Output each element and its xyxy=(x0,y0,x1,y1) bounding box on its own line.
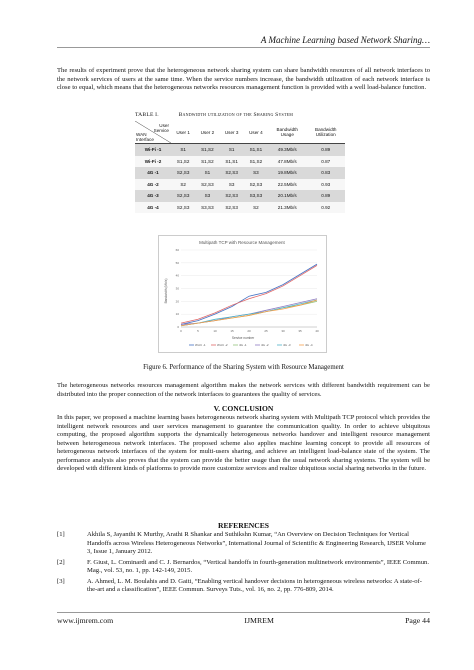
x-tick-label: 20 xyxy=(247,329,251,333)
table-cell: 22.5Mb/s xyxy=(268,179,306,191)
series-line xyxy=(181,300,317,326)
column-header: Bandwidth Usage xyxy=(268,121,306,144)
table-cell: 21.3Mb/s xyxy=(268,202,306,214)
bandwidth-line-chart xyxy=(158,235,327,353)
legend-label: 4G -4 xyxy=(305,343,313,348)
column-header: User 1 xyxy=(171,121,195,144)
table-cell: S2,S3 xyxy=(171,167,195,179)
row-label: Wi-Fi -2 xyxy=(135,156,171,168)
table-cell: S2,S3 xyxy=(195,179,219,191)
bandwidth-table xyxy=(135,121,345,213)
table-cell: 0.89 xyxy=(306,144,345,156)
legend-label: 4G -3 xyxy=(283,343,291,348)
reference-number: [1] xyxy=(57,531,65,538)
y-tick-label: 10 xyxy=(175,312,179,317)
section-heading-conclusion: V. CONCLUSION xyxy=(213,404,274,413)
table-row xyxy=(135,179,345,191)
table-cell: 0.92 xyxy=(306,202,345,214)
page-footer xyxy=(57,612,430,625)
table-cell: 20.1Mb/s xyxy=(268,190,306,202)
series-line xyxy=(181,300,317,326)
legend-label: 4G -1 xyxy=(239,343,247,348)
x-tick-label: 30 xyxy=(281,329,285,333)
table-cell: S1 xyxy=(171,144,195,156)
x-tick-label: 10 xyxy=(213,329,217,333)
legend-label: 4G -2 xyxy=(261,343,269,348)
column-header: User 2 xyxy=(195,121,219,144)
row-label: 4G -3 xyxy=(135,190,171,202)
series-line xyxy=(181,299,317,325)
table-row xyxy=(135,167,345,179)
x-axis-label: Service number xyxy=(231,336,255,340)
intro-paragraph: The results of experiment prove that the heterogeneous network sharing system can share bandwidth resources of all network interfaces to the network services of users at the same time. When the service numbers increase, the bandwidth utilization of each network interface is close to equal, which means that the heterogeneous networks resources management function is provided with a well load-balance function. xyxy=(57,67,430,91)
table-cell: S1,S2 xyxy=(195,144,219,156)
table-cell: S1,S2 xyxy=(195,156,219,168)
table-cell: S2 xyxy=(244,202,268,214)
table-cell: S1 xyxy=(195,167,219,179)
table-cell: S1,S2 xyxy=(171,156,195,168)
legend-label: Wi-Fi -1 xyxy=(195,343,206,348)
y-tick-label: 20 xyxy=(175,299,179,304)
table-cell: S3 xyxy=(244,167,268,179)
table-row xyxy=(135,190,345,202)
corner-bottom-label: WAN Interface xyxy=(136,132,154,142)
corner-top-label: User Service xyxy=(153,123,169,133)
table-cell: 0.93 xyxy=(306,179,345,191)
table-cell: S3 xyxy=(195,190,219,202)
table-title: Bandwidth utilization of the Sharing System xyxy=(178,112,294,118)
reference-list xyxy=(57,531,430,597)
row-label: 4G -2 xyxy=(135,179,171,191)
table-row xyxy=(135,144,345,156)
column-header: User 3 xyxy=(220,121,244,144)
table-corner-header xyxy=(135,121,171,144)
table-cell: S2,S3 xyxy=(171,202,195,214)
table-cell: 0.83 xyxy=(306,167,345,179)
y-axis-label: Bandwidth (Mb/s) xyxy=(164,278,168,304)
row-label: Wi-Fi -1 xyxy=(135,144,171,156)
table-cell: 0.87 xyxy=(306,156,345,168)
footer-website: www.ijmrem.com xyxy=(57,616,114,625)
table-cell: S2,S3 xyxy=(220,190,244,202)
table-cell: S2,S3 xyxy=(171,190,195,202)
reference-item xyxy=(57,531,430,557)
reference-text: A. Ahmed, L. M. Boulahis and D. Gaiti, “Enabling vertical handover decisions in heterogeneous wireless networks: A state-of-the-art and a classification”, IEEE Commun. Surveys Tuts., vol. 16, no. 2, pp. 776-809, 2014. xyxy=(87,577,422,593)
reference-item xyxy=(57,559,430,576)
table-cell: S3,S3 xyxy=(195,202,219,214)
table-row xyxy=(135,156,345,168)
table-cell: 19.8Mb/s xyxy=(268,167,306,179)
discussion-paragraph: The heterogeneous networks resources management algorithm makes the network services with different bandwidth requirement can be distributed into the proper connection of the network interfaces to guarantees the quality of services. xyxy=(57,382,430,398)
table-cell: 0.89 xyxy=(306,190,345,202)
table-cell: S2,S3 xyxy=(244,179,268,191)
x-tick-label: 40 xyxy=(315,329,319,333)
conclusion-paragraph: In this paper, we proposed a machine learning bases heterogeneous network sharing system with Multipath TCP protocol which provides the intelligent network resources and user services management to guarantee the communication quality. In order to achieve ubiquitous computing, the proposed algorithm supports the dynamically heterogeneous networks handover and intelligent resource management between heterogeneous network interfaces. The proposed scheme also applies machine learning concept to provide all resources of heterogeneous network interfaces of the system for multi-users sharing, and achieve an intelligent load-balance state of the system. The performance analysis also proves that the system can provide the better usage than the usual network sharing systems. The system will be developed with different kinds of platforms to provide more customize services and realize ubiquitous social sharing networks in the future. xyxy=(57,414,430,472)
table-cell: S3 xyxy=(220,179,244,191)
table-cell: S1 xyxy=(220,144,244,156)
chart-title: Multipath TCP with Resource Management xyxy=(199,240,285,245)
section-heading-references: REFERENCES xyxy=(217,521,270,530)
reference-text: Akhila S, Jayanthi K Murthy, Arathi R Shankar and Suthikshn Kumar, “An Overview on Decision Techniques for Vertical Handoffs across Wireless Heterogeneous Networks”, International Journal of Scientific & Engineering Research, IJSER Volume 3, Issue 1, January 2012. xyxy=(87,531,426,555)
y-tick-label: 30 xyxy=(175,286,179,291)
reference-text: F. Giust, L. Cominardi and C. J. Bernardos, “Vertical handoffs in fourth-generation multinetwork environments”, IEEE Commun. Mag., vol. 53, no. 1, pp. 142-149, 2015. xyxy=(87,558,429,574)
y-tick-label: 40 xyxy=(175,273,179,278)
y-tick-label: 0 xyxy=(177,325,179,329)
footer-page-number: Page 44 xyxy=(405,616,430,625)
table-caption xyxy=(135,112,293,118)
table-cell: S1,S1 xyxy=(220,156,244,168)
table-cell: S1,S1 xyxy=(244,144,268,156)
x-tick-label: 35 xyxy=(298,329,302,333)
column-header: User 4 xyxy=(244,121,268,144)
table-cell: 49.3Mb/s xyxy=(268,144,306,156)
reference-number: [2] xyxy=(57,558,65,566)
table-cell: S3,S3 xyxy=(244,190,268,202)
x-tick-label: 0 xyxy=(180,329,182,333)
y-tick-label: 60 xyxy=(175,248,179,252)
figure-caption: Figure 6. Performance of the Sharing System with Resource Management xyxy=(143,364,344,371)
row-label: 4G -1 xyxy=(135,167,171,179)
table-cell: 47.8Mb/s xyxy=(268,156,306,168)
table-label: TABLE I. xyxy=(135,112,159,118)
column-header: Bandwidth Utilization xyxy=(306,121,345,144)
table-row xyxy=(135,202,345,214)
running-header: A Machine Learning based Network Sharing… xyxy=(57,35,430,48)
legend-label: Wi-Fi -2 xyxy=(217,343,228,348)
table-cell: S2 xyxy=(171,179,195,191)
reference-item xyxy=(57,578,430,595)
x-tick-label: 15 xyxy=(230,329,234,333)
y-tick-label: 50 xyxy=(175,260,179,265)
table-cell: S1,S2 xyxy=(244,156,268,168)
table-cell: S2,S3 xyxy=(220,202,244,214)
x-tick-label: 5 xyxy=(197,329,199,333)
footer-journal: IJMREM xyxy=(244,616,274,625)
row-label: 4G -4 xyxy=(135,202,171,214)
x-tick-label: 25 xyxy=(264,329,268,333)
table-cell: S2,S3 xyxy=(220,167,244,179)
reference-number: [3] xyxy=(57,577,65,585)
